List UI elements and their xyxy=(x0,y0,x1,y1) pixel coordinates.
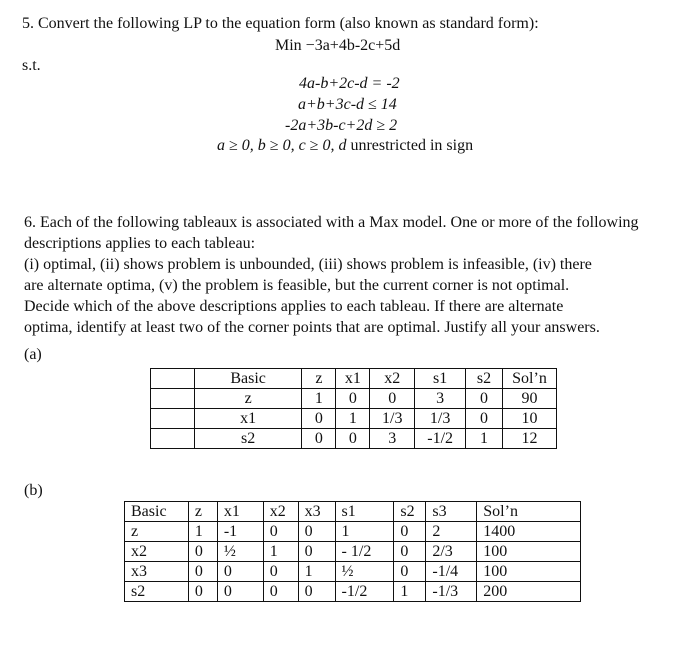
table-cell: 2/3 xyxy=(426,542,477,562)
table-cell: 0 xyxy=(263,522,298,542)
table-cell: x1 xyxy=(194,409,302,429)
table-row xyxy=(151,409,557,429)
table-cell: 0 xyxy=(298,582,335,602)
table-cell: -1/4 xyxy=(426,562,477,582)
tableau-a-blank-cell xyxy=(151,429,195,449)
table-cell: -1/3 xyxy=(426,582,477,602)
header-cell: z xyxy=(302,369,336,389)
header-cell: x1 xyxy=(217,502,263,522)
header-cell: s2 xyxy=(466,369,503,389)
q5-constraint-1: 4a-b+2c-d = -2 xyxy=(299,75,400,92)
table-cell: 0 xyxy=(394,522,426,542)
table-cell: 1/3 xyxy=(415,409,466,429)
q5-sign-vars: a ≥ 0, b ≥ 0, c ≥ 0, d xyxy=(217,137,347,154)
table-cell: 1 xyxy=(466,429,503,449)
tableau-a-blank-cell xyxy=(151,409,195,429)
table-cell: 12 xyxy=(503,429,557,449)
header-cell: x1 xyxy=(336,369,370,389)
table-cell: 0 xyxy=(336,429,370,449)
table-cell: 0 xyxy=(188,582,217,602)
table-cell: 90 xyxy=(503,389,557,409)
table-cell: 0 xyxy=(188,542,217,562)
tableau-a-header-row xyxy=(151,369,557,389)
table-cell: 1 xyxy=(298,562,335,582)
table-cell: -1/2 xyxy=(335,582,394,602)
table-cell: 0 xyxy=(394,562,426,582)
table-row xyxy=(125,522,581,542)
header-cell: Basic xyxy=(194,369,302,389)
q5-constraint-2: a+b+3c-d ≤ 14 xyxy=(298,96,397,113)
tableau-a xyxy=(150,368,557,449)
header-cell: s1 xyxy=(335,502,394,522)
table-cell: 1 xyxy=(336,409,370,429)
table-cell: s2 xyxy=(125,582,189,602)
header-cell: Sol’n xyxy=(477,502,581,522)
table-cell: 3 xyxy=(370,429,415,449)
table-cell: s2 xyxy=(194,429,302,449)
table-cell: 0 xyxy=(466,409,503,429)
table-cell: 1/3 xyxy=(370,409,415,429)
header-cell: s3 xyxy=(426,502,477,522)
table-cell: 0 xyxy=(298,522,335,542)
table-cell: ½ xyxy=(217,542,263,562)
table-cell: 1 xyxy=(302,389,336,409)
table-cell: 3 xyxy=(415,389,466,409)
header-cell: s2 xyxy=(394,502,426,522)
table-row xyxy=(125,542,581,562)
table-cell: x2 xyxy=(125,542,189,562)
table-cell: 1 xyxy=(394,582,426,602)
table-cell: 100 xyxy=(477,562,581,582)
table-cell: 0 xyxy=(217,582,263,602)
header-cell: x2 xyxy=(263,502,298,522)
label-a: (a) xyxy=(24,346,42,363)
table-cell: x3 xyxy=(125,562,189,582)
table-cell: ½ xyxy=(335,562,394,582)
table-cell: 1400 xyxy=(477,522,581,542)
table-cell: - 1/2 xyxy=(335,542,394,562)
header-cell: Basic xyxy=(125,502,189,522)
table-row xyxy=(151,389,557,409)
q6-line-3: (i) optimal, (ii) shows problem is unbounded, (iii) shows problem is infeasible, (iv) there xyxy=(24,256,592,273)
table-cell: 1 xyxy=(335,522,394,542)
table-cell: 200 xyxy=(477,582,581,602)
table-row xyxy=(125,582,581,602)
q6-line-1: 6. Each of the following tableaux is associated with a Max model. One or more of the following xyxy=(24,214,639,231)
table-cell: -1/2 xyxy=(415,429,466,449)
q5-prompt: 5. Convert the following LP to the equation form (also known as standard form): xyxy=(22,15,539,32)
tableau-b xyxy=(124,501,581,602)
q5-sign-restrictions xyxy=(217,136,473,156)
q6-line-6: optima, identify at least two of the corner points that are optimal. Justify all your answers. xyxy=(24,319,600,336)
table-cell: 10 xyxy=(503,409,557,429)
table-cell: 0 xyxy=(302,409,336,429)
q6-line-4: are alternate optima, (v) the problem is feasible, but the current corner is not optimal. xyxy=(24,277,570,294)
q6-paragraph xyxy=(24,212,684,338)
table-cell: 0 xyxy=(336,389,370,409)
table-cell: 0 xyxy=(217,562,263,582)
table-cell: 0 xyxy=(298,542,335,562)
table-cell: z xyxy=(194,389,302,409)
table-cell: 0 xyxy=(302,429,336,449)
table-cell: 0 xyxy=(370,389,415,409)
table-cell: -1 xyxy=(217,522,263,542)
table-row xyxy=(125,562,581,582)
label-b: (b) xyxy=(24,482,43,499)
table-cell: z xyxy=(125,522,189,542)
table-cell: 100 xyxy=(477,542,581,562)
table-cell: 0 xyxy=(466,389,503,409)
table-cell: 2 xyxy=(426,522,477,542)
table-cell: 1 xyxy=(188,522,217,542)
tableau-a-blank-cell xyxy=(151,389,195,409)
q5-sign-tail: unrestricted in sign xyxy=(350,137,474,154)
table-cell: 1 xyxy=(263,542,298,562)
tableau-b-header-row xyxy=(125,502,581,522)
table-row xyxy=(151,429,557,449)
q5-st-label: s.t. xyxy=(22,57,41,74)
header-cell: x2 xyxy=(370,369,415,389)
table-cell: 0 xyxy=(263,562,298,582)
header-cell: Sol’n xyxy=(503,369,557,389)
table-cell: 0 xyxy=(263,582,298,602)
tableau-a-blank-cell xyxy=(151,369,195,389)
q6-line-2: descriptions applies to each tableau: xyxy=(24,235,256,252)
q5-objective: Min −3a+4b-2c+5d xyxy=(275,37,401,54)
table-cell: 0 xyxy=(188,562,217,582)
q6-line-5: Decide which of the above descriptions applies to each tableau. If there are alternate xyxy=(24,298,564,315)
header-cell: x3 xyxy=(298,502,335,522)
header-cell: s1 xyxy=(415,369,466,389)
table-cell: 0 xyxy=(394,542,426,562)
q5-constraint-3: -2a+3b-c+2d ≥ 2 xyxy=(285,117,398,134)
header-cell: z xyxy=(188,502,217,522)
